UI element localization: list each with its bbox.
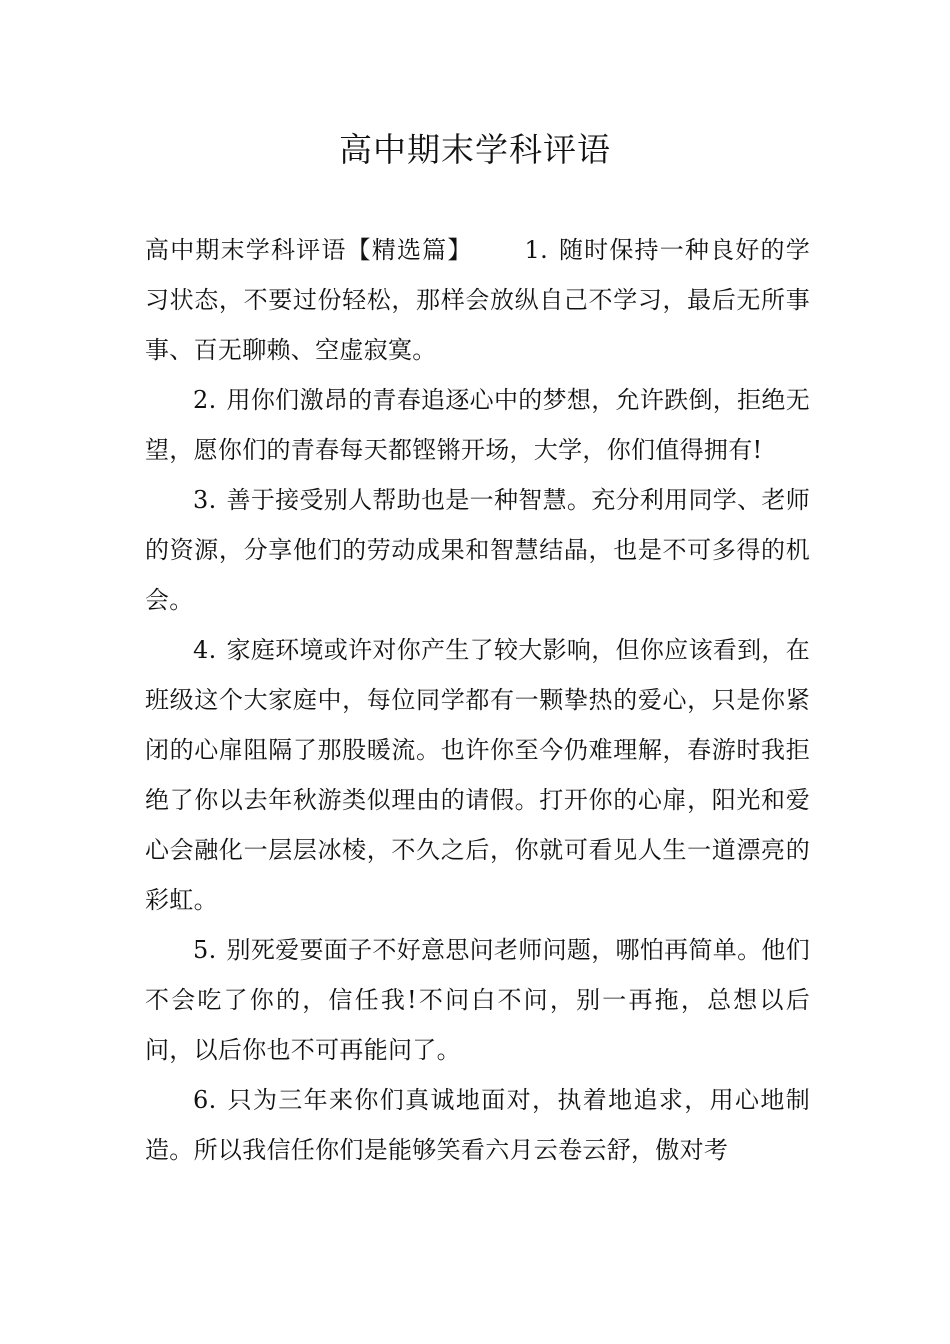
paragraph-5 [145,925,810,1075]
item-number: 6. [193,1086,217,1114]
item-number: 3. [193,486,217,514]
document-title: 高中期末学科评语 [339,130,611,169]
paragraph-1 [145,225,810,375]
item-text: 家庭环境或许对你产生了较大影响，但你应该看到，在班级这个大家庭中，每位同学都有一颗挚热的爱心，只是你紧闭的心扉阻隔了那股暖流。也许你至今仍难理解，春游时我拒绝了你以去年秋游类似理由的请假。打开你的心扉，阳光和爱心会融化一层层冰棱，不久之后，你就可看见人生一道漂亮的彩虹。 [145,636,810,914]
item-text: 善于接受别人帮助也是一种智慧。充分利用同学、老师的资源，分享他们的劳动成果和智慧结晶，也是不可多得的机会。 [145,486,810,614]
item-text: 别死爱要面子不好意思问老师问题，哪怕再简单。他们不会吃了你的，信任我!不问白不问，别一再拖，总想以后问，以后你也不可再能问了。 [145,936,810,1064]
intro-heading: 高中期末学科评语【精选篇】 [145,236,473,264]
paragraph-6 [145,1075,810,1175]
item-number: 2. [193,386,217,414]
item-number: 1. [524,236,549,264]
document-body [145,225,810,1175]
item-number: 5. [193,936,217,964]
item-number: 4. [193,636,217,664]
item-text: 随时保持一种良好的学习状态，不要过份轻松，那样会放纵自己不学习，最后无所事事、百无聊赖、空虚寂寞。 [145,236,810,364]
item-text: 用你们激昂的青春追逐心中的梦想，允许跌倒，拒绝无望，愿你们的青春每天都铿锵开场，大学，你们值得拥有! [145,386,810,464]
paragraph-2 [145,375,810,475]
item-text: 只为三年来你们真诚地面对，执着地追求，用心地制造。所以我信任你们是能够笑看六月云卷云舒，傲对考 [145,1086,810,1164]
paragraph-3 [145,475,810,625]
paragraph-4 [145,625,810,925]
